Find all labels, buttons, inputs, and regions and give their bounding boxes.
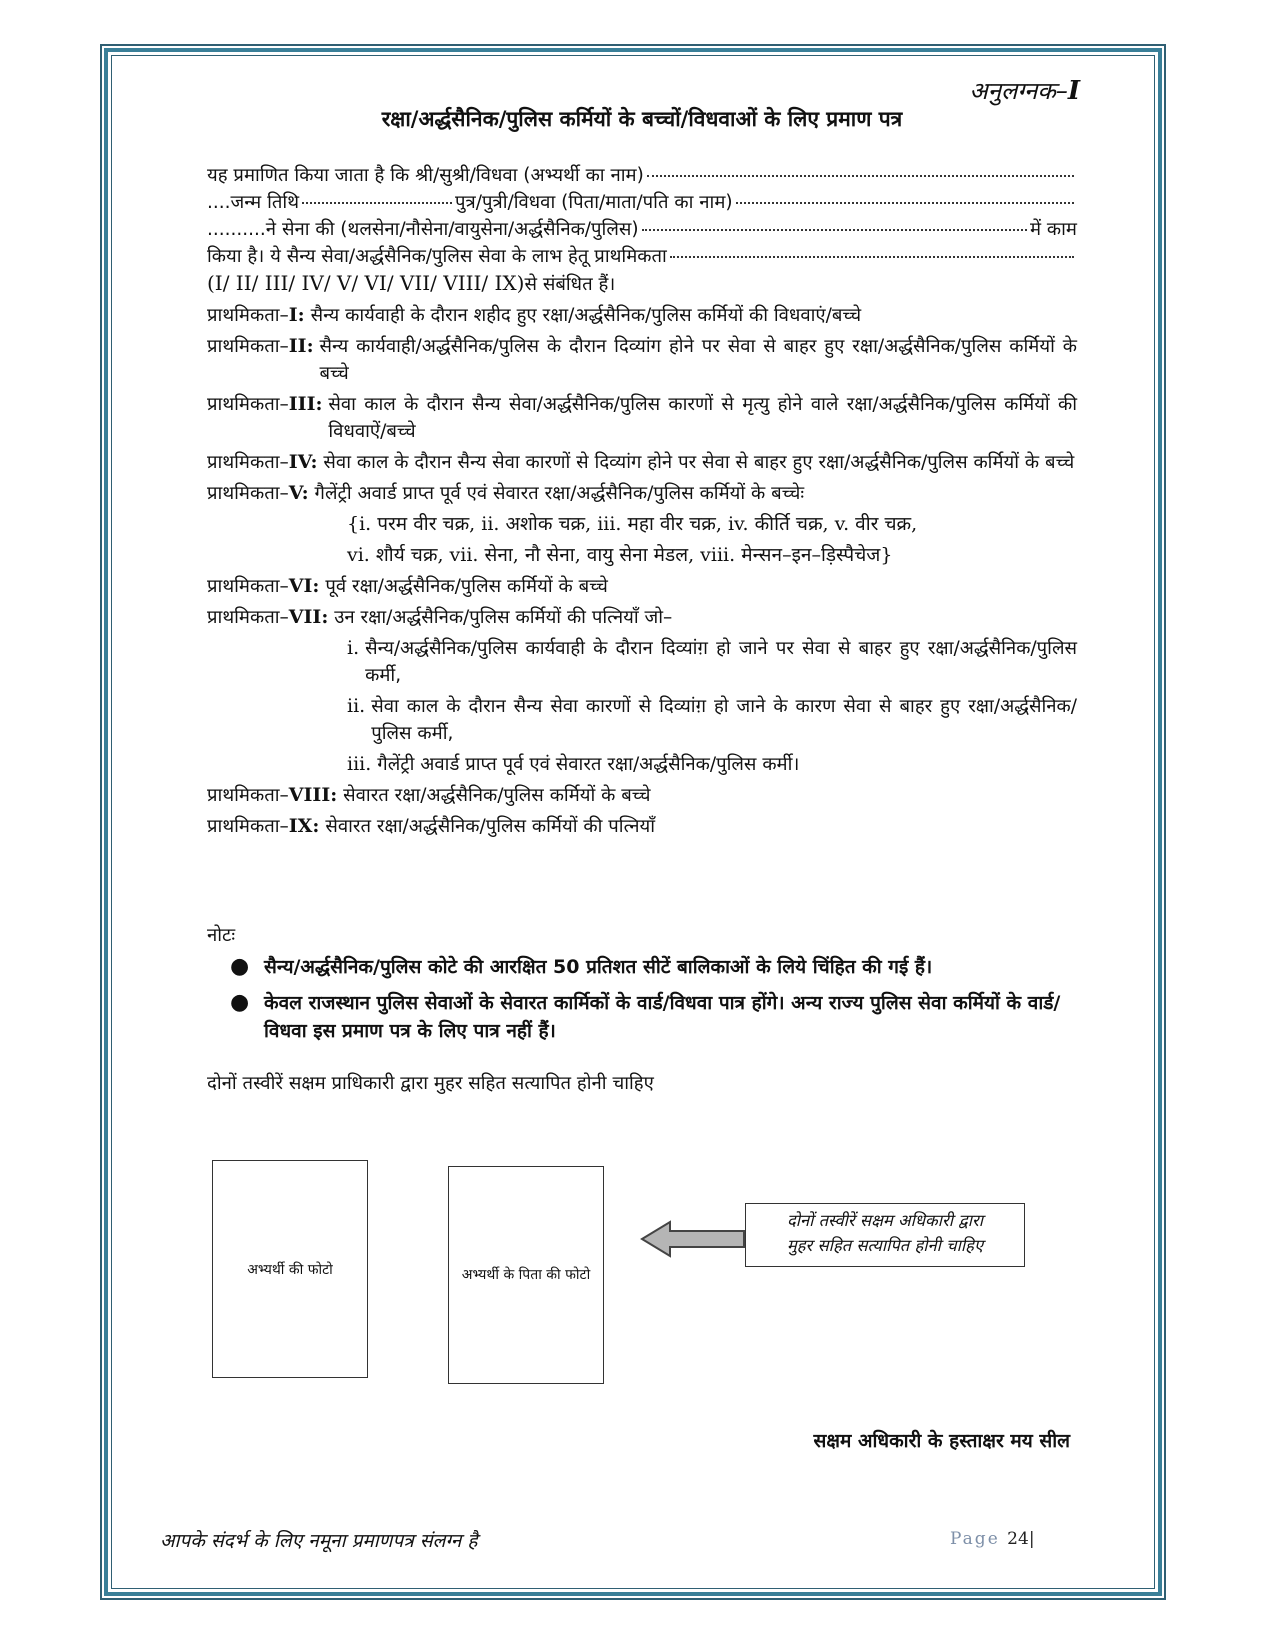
priority-8: प्राथमिकता–VIII: सेवारत रक्षा/अर्द्धसैनिक/पुलिस कर्मियों के बच्चे	[207, 784, 651, 806]
priority-7: प्राथमिकता–VII: उन रक्षा/अर्द्धसैनिक/पुलिस कर्मियों की पत्नियाँ जो–	[207, 606, 673, 628]
gallantry-medals-line-1: {i. परम वीर चक्र, ii. अशोक चक्र, iii. महा वीर चक्र, iv. कीर्ति चक्र, v. वीर चक्र,	[347, 513, 918, 535]
photo-verification-note: दोनों तस्वीरें सक्षम प्राधिकारी द्वारा मुहर सहित सत्यापित होनी चाहिए	[207, 1073, 654, 1094]
officer-signature-label: सक्षम अधिकारी के हस्ताक्षर मय सील	[813, 1430, 1070, 1452]
cert-line-2: ....जन्म तिथि पुत्र/पुत्री/विधवा (पिता/माता/पति का नाम)	[207, 189, 1077, 216]
annexure-label: अनुलग्नक–I	[969, 76, 1080, 106]
bullet-icon: ●	[230, 990, 250, 1015]
priority-3: प्राथमिकता–III: सेवा काल के दौरान सैन्य सेवा/अर्द्धसैनिक/पुलिस कारणों से मृत्यु होने वाले रक्षा/अर्द्धसैनिक/पुलिस कर्मियों की विधवाऐं/बच्चे	[207, 393, 1077, 442]
note-bullet: ● केवल राजस्थान पुलिस सेवाओं के सेवारत कार्मिकों के वार्ड/विधवा पात्र होंगे। अन्य राज्य पुलिस सेवा कर्मियों के वार्ड/विधवा इस प्रमाण पत्र के लिए पात्र नहीं हैं।	[230, 989, 1077, 1045]
cert-line-1: यह प्रमाणित किया जाता है कि श्री/सुश्री/विधवा (अभ्यर्थी का नाम)	[207, 162, 1077, 189]
photo-verification-callout: दोनों तस्वीरें सक्षम अधिकारी द्वारा मुहर सहित सत्यापित होनी चाहिए	[745, 1203, 1025, 1267]
candidate-name-blank[interactable]	[647, 175, 1074, 177]
priority-1: प्राथमिकता–I: सैन्य कार्यवाही के दौरान शहीद हुए रक्षा/अर्द्धसैनिक/पुलिस कर्मियों की विधवाएं/बच्चे	[207, 304, 862, 326]
priority-7-item: ii. सेवा काल के दौरान सैन्य सेवा कारणों से दिव्यांग़ हो जाने के कारण सेवा से बाहर हुए रक्षा/अर्द्धसैनिक/पुलिस कर्मी,	[347, 695, 1077, 744]
certificate-body	[207, 162, 1077, 840]
note-bullets	[230, 953, 1077, 1053]
note-bullet: ● सैन्य/अर्द्धसैनिक/पुलिस कोटे की आरक्षित 50 प्रतिशत सीटें बालिकाओं के लिये चिंहित की गई हैं।	[230, 954, 933, 979]
cert-line-4: किया है। ये सैन्य सेवा/अर्द्धसैनिक/पुलिस सेवा के लाभ हेतू प्राथमिकता	[207, 243, 1077, 270]
page-number: Page 24|	[950, 1529, 1035, 1549]
gallantry-medals-line-2: vi. शौर्य चक्र, vii. सेना, नौ सेना, वायु सेना मेडल, viii. मेन्सन–इन–ड़िस्पैचेज}	[347, 544, 893, 566]
service-unit-blank[interactable]	[642, 229, 1027, 231]
priority-2: प्राथमिकता–II: सैन्य कार्यवाही/अर्द्धसैनिक/पुलिस के दौरान दिव्यांग होने पर सेवा से बाहर हुए रक्षा/अर्द्धसैनिक/पुलिस कर्मियों के बच्चे	[207, 335, 1077, 384]
candidate-photo-box[interactable]: अभ्यर्थी की फोटो	[212, 1160, 368, 1378]
priority-6: प्राथमिकता–VI: पूर्व रक्षा/अर्द्धसैनिक/पुलिस कर्मियों के बच्चे	[207, 575, 608, 597]
cert-line-3: ..........ने सेना की (थलसेना/नौसेना/वायुसेना/अर्द्धसैनिक/पुलिस) में काम	[207, 219, 1077, 240]
priority-7-item: i. सैन्य/अर्द्धसैनिक/पुलिस कार्यवाही के दौरान दिव्यांग़ हो जाने पर सेवा से बाहर हुए रक्षा/अर्द्धसैनिक/पुलिस कर्मी,	[347, 637, 1077, 686]
priority-9: प्राथमिकता–IX: सेवारत रक्षा/अर्द्धसैनिक/पुलिस कर्मियों की पत्नियाँ	[207, 815, 656, 837]
priority-7-item: iii. गैलेंट्री अवार्ड प्राप्त पूर्व एवं सेवारत रक्षा/अर्द्धसैनिक/पुलिस कर्मी।	[347, 753, 800, 775]
page-title: रक्षा/अर्द्धसैनिक/पुलिस कर्मियों के बच्चों/विधवाओं के लिए प्रमाण पत्र	[381, 107, 903, 131]
priority-5: प्राथमिकता–V: गैलेंट्री अवार्ड प्राप्त पूर्व एवं सेवारत रक्षा/अर्द्धसैनिक/पुलिस कर्मियों के बच्चेः	[207, 482, 805, 504]
father-photo-box[interactable]: अभ्यर्थी के पिता की फोटो	[448, 1166, 604, 1384]
dob-blank[interactable]	[302, 202, 452, 204]
priority-4: प्राथमिकता–IV: सेवा काल के दौरान सैन्य सेवा कारणों से दिव्यांग होने पर सेवा से बाहर हुए रक्षा/अर्द्धसैनिक/पुलिस कर्मियों के बच्चे	[207, 451, 1075, 473]
cert-line-5: (I/ II/ III/ IV/ V/ VI/ VII/ VIII/ IX) से संबंधित हैं।	[207, 271, 616, 295]
footer-note: आपके संदर्भ के लिए नमूना प्रमाणपत्र संलग्न है	[160, 1530, 478, 1552]
parent-name-blank[interactable]	[736, 202, 1074, 204]
left-arrow-icon	[640, 1219, 746, 1259]
note-label: नोटः	[207, 925, 236, 946]
bullet-icon: ●	[230, 954, 250, 979]
priority-blank[interactable]	[670, 256, 1074, 258]
